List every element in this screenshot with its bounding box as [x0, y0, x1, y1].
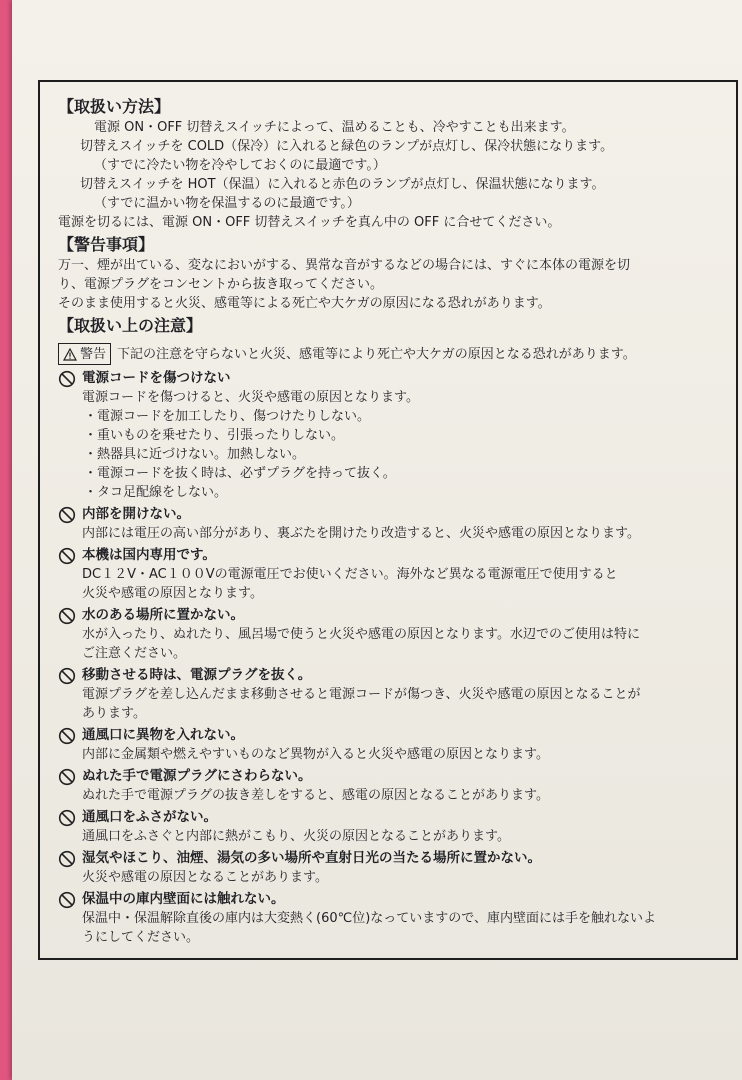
text-line: 電源 ON・OFF 切替えスイッチによって、温めることも、冷やすことも出来ます。: [94, 120, 575, 135]
precaution-heading-row: [58, 849, 722, 868]
precaution-item: [58, 505, 722, 543]
precaution-item: [58, 369, 722, 502]
text-line: （すでに温かい物を保温するのに最適です。）: [94, 196, 360, 211]
precaution-heading: 移動させる時は、電源プラグを抜く。: [82, 667, 312, 683]
precautions-section: [58, 315, 722, 947]
handling-method-section: [58, 96, 722, 232]
warning-triangle-icon: [63, 348, 77, 361]
precaution-text: 火災や感電の原因となります。: [82, 586, 263, 601]
precaution-item: [58, 546, 722, 603]
precaution-text: DC１２V・AC１００Vの電源電圧でお使いください。海外など異なる電源電圧で使用すると: [82, 567, 618, 582]
precaution-text: 内部には電圧の高い部分があり、裏ぶたを開けたり改造すると、火災や感電の原因となります。: [82, 526, 640, 541]
prohibited-icon: [58, 727, 76, 745]
text-line: 電源を切るには、電源 ON・OFF 切替えスイッチを真ん中の OFF に合せてください。: [58, 215, 561, 230]
warning-label-box: [58, 343, 111, 365]
precaution-bullet: ・電源コードを加工したり、傷つけたりしない。: [84, 409, 371, 424]
precaution-bullet: ・熱器具に近づけない。加熱しない。: [84, 447, 306, 462]
prohibited-icon: [58, 370, 76, 388]
precaution-heading-row: [58, 666, 722, 685]
warning-notice: [58, 343, 722, 365]
precaution-heading-row: [58, 767, 722, 786]
warning-items-section: [58, 234, 722, 313]
prohibited-icon: [58, 547, 76, 565]
prohibited-icon: [58, 850, 76, 868]
precaution-text: 水が入ったり、ぬれたり、風呂場で使うと火災や感電の原因となります。水辺でのご使用は特に: [82, 627, 640, 642]
precaution-heading-row: [58, 546, 722, 565]
precaution-item: [58, 606, 722, 663]
precaution-text: うにしてください。: [82, 930, 200, 945]
warning-label: 警告: [80, 346, 107, 362]
precaution-item: [58, 849, 722, 887]
precaution-text: ご注意ください。: [82, 646, 187, 661]
text-line: り、電源プラグをコンセントから抜き取ってください。: [58, 277, 384, 292]
precaution-bullet: ・重いものを乗せたり、引張ったりしない。: [84, 428, 345, 443]
text-line: そのまま使用すると火災、感電等による死亡や大ケガの原因になる恐れがあります。: [58, 296, 551, 311]
precaution-heading: 電源コードを傷つけない: [82, 370, 231, 386]
prohibited-icon: [58, 809, 76, 827]
prohibited-icon: [58, 891, 76, 909]
warning-items-title: 【警告事項】: [58, 235, 155, 254]
text-line: 切替えスイッチを HOT（保温）に入れると赤色のランプが点灯し、保温状態になります。: [80, 177, 605, 192]
precaution-bullet: ・電源コードを抜く時は、必ずプラグを持って抜く。: [84, 466, 396, 481]
precaution-heading: 通風口に異物を入れない。: [82, 727, 244, 743]
prohibited-icon: [58, 506, 76, 524]
precaution-heading-row: [58, 726, 722, 745]
precaution-item: [58, 767, 722, 805]
precaution-heading: 本機は国内専用です。: [82, 547, 216, 563]
precaution-text: 通風口をふさぐと内部に熱がこもり、火災の原因となることがあります。: [82, 829, 510, 844]
precaution-heading: 湿気やほこり、油煙、湯気の多い場所や直射日光の当たる場所に置かない。: [82, 850, 541, 866]
precaution-heading-row: [58, 808, 722, 827]
precaution-bullet: ・タコ足配線をしない。: [84, 485, 228, 500]
precaution-text: 保温中・保温解除直後の庫内は大変熱く(60℃位)なっていますので、庫内壁面には手を触れないよ: [82, 911, 657, 926]
precaution-text: 内部に金属類や燃えやすいものなど異物が入ると火災や感電の原因となります。: [82, 747, 549, 762]
precaution-heading: 通風口をふさがない。: [82, 809, 217, 825]
handling-method-title: 【取扱い方法】: [58, 97, 171, 116]
warning-text: 下記の注意を守らないと火災、感電等により死亡や大ケガの原因となる恐れがあります。: [117, 346, 636, 362]
precaution-item: [58, 808, 722, 846]
precaution-item: [58, 666, 722, 723]
text-line: （すでに冷たい物を冷やしておくのに最適です。）: [94, 158, 386, 173]
precaution-heading-row: [58, 606, 722, 625]
precaution-text: 電源コードを傷つけると、火災や感電の原因となります。: [82, 390, 419, 405]
precaution-heading: 保温中の庫内壁面には触れない。: [82, 891, 285, 907]
text-line: 切替えスイッチを COLD（保冷）に入れると緑色のランプが点灯し、保冷状態になります。: [80, 139, 614, 154]
precaution-text: ぬれた手で電源プラグの抜き差しをすると、感電の原因となることがあります。: [82, 788, 549, 803]
precaution-text: 火災や感電の原因となることがあります。: [82, 870, 328, 885]
precaution-list: [58, 369, 722, 947]
prohibited-icon: [58, 768, 76, 786]
precaution-heading: 内部を開けない。: [82, 506, 190, 522]
prohibited-icon: [58, 667, 76, 685]
instruction-sheet: [12, 0, 742, 1080]
precaution-heading: 水のある場所に置かない。: [82, 607, 244, 623]
precaution-item: [58, 890, 722, 947]
text-line: 万一、煙が出ている、変なにおいがする、異常な音がするなどの場合には、すぐに本体の電源を切: [58, 258, 631, 273]
precaution-heading-row: [58, 505, 722, 524]
precaution-heading-row: [58, 369, 722, 388]
precaution-text: 電源プラグを差し込んだまま移動させると電源コードが傷つき、火災や感電の原因となることが: [82, 687, 641, 702]
precautions-title: 【取扱い上の注意】: [58, 316, 203, 335]
instructions-frame: [38, 80, 738, 960]
precaution-text: あります。: [82, 706, 146, 721]
precaution-item: [58, 726, 722, 764]
precaution-heading: ぬれた手で電源プラグにさわらない。: [82, 768, 312, 784]
precaution-heading-row: [58, 890, 722, 909]
prohibited-icon: [58, 607, 76, 625]
